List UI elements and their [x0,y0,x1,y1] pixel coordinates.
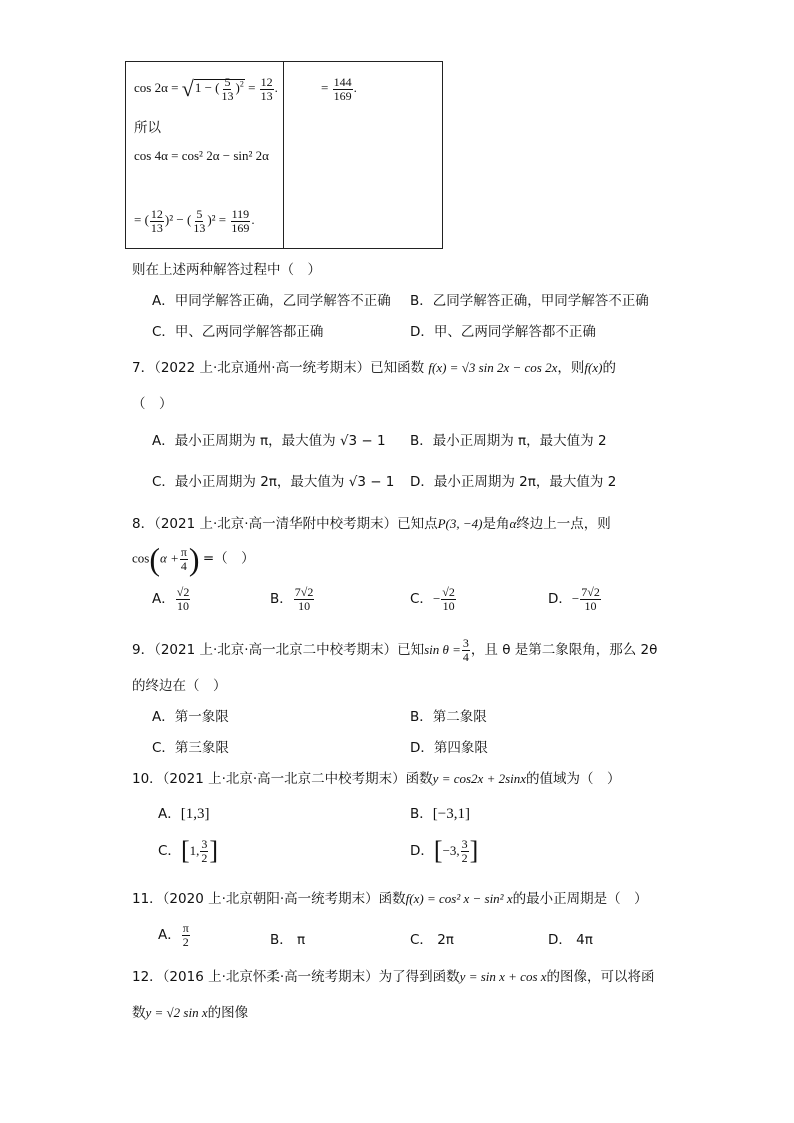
q11-stem: 11．（2020 上·北京朝阳·高一统考期末）函数f(x) = cos² x − sin² x的最小正周期是（ ） [132,891,648,907]
q9-option-b: B．第二象限 [410,709,487,725]
q9-option-c: C．第三象限 [152,740,229,756]
fraction-5-13: $\frac{5}{13}$ [221,75,234,103]
fraction-12-13: $\frac{12}{13}$ [260,75,273,103]
left-line-cos2a: cos 2α = √1 − ( $\frac{5}{13}$ )$^2$ = $\frac{12}{13}$ . [134,75,278,103]
fraction-3-4: $\frac{3}{4}$ [462,636,469,664]
fraction-119-169: $\frac{119}{169}$ [231,207,250,235]
q7-stem-line2: （ ） [132,396,173,412]
solution-comparison-table [125,61,443,249]
q8-option-c: C．− $\frac{√2}{10}$ [410,585,455,613]
q10-option-d: D．[−3, $\frac{3}{2}$ ] [410,836,479,865]
fraction-12-13-b: $\frac{12}{13}$ [150,207,163,235]
right-line-result: = $\frac{144}{169}$ . [321,75,357,103]
q9-stem: 9．（2021 上·北京·高一北京二中校考期末）已知sin θ = $\frac{3}{4}$ ，且 θ 是第二象限角，那么 2θ [132,636,658,664]
left-line-result: = ( $\frac{12}{13}$ )² − ( $\frac{5}{13}$ )² = $\frac{119}{169}$ . [134,207,255,235]
q10-option-c: C．[1, $\frac{3}{2}$ ] [158,836,219,865]
q11-option-c: C． 2π [410,932,454,948]
q10-option-b: B．[−3,1] [410,806,470,822]
q9-option-d: D．第四象限 [410,740,488,756]
q7-option-d: D．最小正周期为 2π，最大值为 2 [410,474,617,490]
q6-option-b: B．乙同学解答正确，甲同学解答不正确 [410,293,649,309]
fraction-144-169: $\frac{144}{169}$ [333,75,352,103]
q11-option-d: D． 4π [548,932,593,948]
q7-option-c: C．最小正周期为 2π，最大值为 √3 − 1 [152,474,395,490]
q6-option-d: D．甲、乙两同学解答都不正确 [410,324,596,340]
q9-option-a: A．第一象限 [152,709,229,725]
q11-option-a: A． $\frac{\pi}{2}$ [158,921,189,949]
left-line-suoyi: 所以 [134,120,161,136]
fraction-5-13-b: $\frac{5}{13}$ [193,207,206,235]
q9-stem-line2: 的终边在（ ） [132,678,227,694]
q7-option-b: B．最小正周期为 π，最大值为 2 [410,433,607,449]
q7-function: f(x) = √3 sin 2x − cos 2x [428,360,558,375]
q6-option-c: C．甲、乙两同学解答都正确 [152,324,324,340]
q7-stem: 7．（2022 上·北京通州·高一统考期末）已知函数 f(x) = √3 sin 2x − cos 2x，则f(x)的 [132,360,616,376]
left-line-cos4a: cos 4α = cos² 2α − sin² 2α [134,148,269,163]
q10-option-a: A．[1,3] [158,806,210,822]
q8-cos-expression: cos(α + $\frac{\pi}{4}$ ) =（ ） [132,541,255,577]
q8-option-a: A． $\frac{√2}{10}$ [152,585,190,613]
q12-stem: 12．（2016 上·北京怀柔·高一统考期末）为了得到函数y = sin x + cos x的图像，可以将函 [132,969,655,985]
radicand: 1 − ( $\frac{5}{13}$ )$^2$ [194,75,244,103]
q7-option-a: A．最小正周期为 π，最大值为 √3 − 1 [152,433,386,449]
table-divider [283,62,284,248]
q8-option-d: D．− $\frac{7√2}{10}$ [548,585,600,613]
sqrt-symbol: √ [181,76,194,102]
q6-stem: 则在上述两种解答过程中（ ） [132,262,321,278]
q11-option-b: B． π [270,932,306,948]
q8-stem: 8．（2021 上·北京·高一清华附中校考期末）已知点P(3, −4)是角α终边上一点，则 [132,516,611,532]
q8-option-b: B． $\frac{7√2}{10}$ [270,585,314,613]
q6-option-a: A．甲同学解答正确，乙同学解答不正确 [152,293,391,309]
fraction-pi-4: $\frac{\pi}{4}$ [180,545,187,573]
q10-stem: 10．（2021 上·北京·高一北京二中校考期末）函数y = cos2x + 2sinx的值域为（ ） [132,771,621,787]
q12-stem-line2: 数y = √2 sin x的图像 [132,1005,249,1021]
cos2a-lhs: cos 2α = [134,80,179,96]
